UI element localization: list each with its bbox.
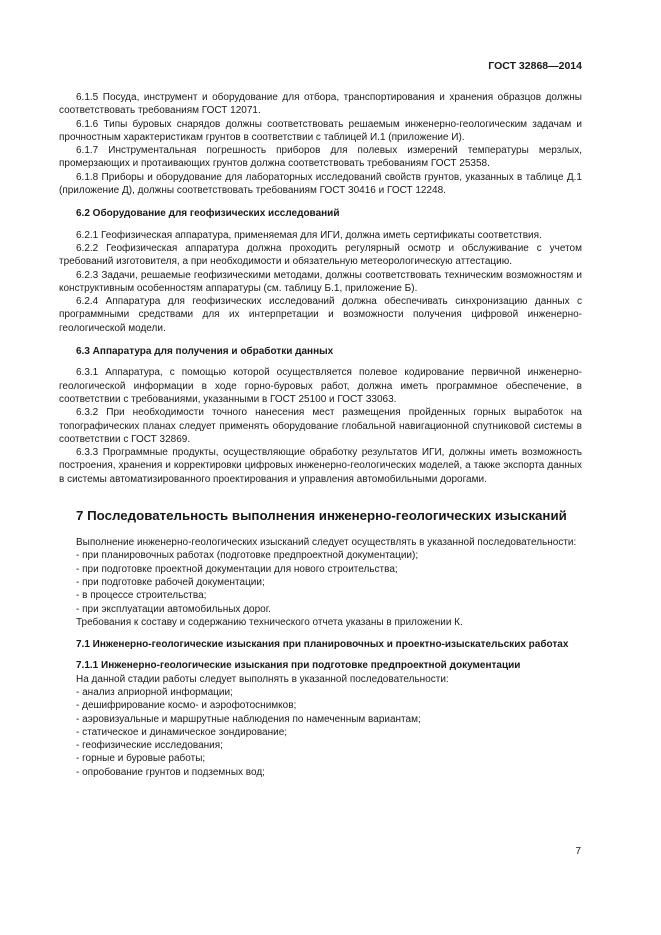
paragraph-6-1-7: 6.1.7 Инструментальная погрешность приборов для полевых измерений температуры мерзлых, промерзающих и протаивающих грунтов должна соответствовать требованиям ГОСТ 25358.: [59, 145, 582, 170]
paragraph-6-2-1: 6.2.1 Геофизическая аппаратура, применяемая для ИГИ, должна иметь сертификаты соответствия.: [76, 229, 542, 241]
paragraph-6-3-2: 6.3.2 При необходимости точного нанесения мест размещения пройденных горных выработок на топографических планах следует применять оборудование глобальной навигационной спутниковой системы в соответствии с ГОСТ 32869.: [59, 407, 582, 445]
list-item: - статическое и динамическое зондирование;: [76, 726, 288, 738]
paragraph-6-2-3: 6.2.3 Задачи, решаемые геофизическими методами, должны соответствовать техническим возможностям и конструктивным особенностям аппаратуры (см. таблицу Б.1, приложение Б).: [59, 269, 582, 294]
paragraph-6-1-5: 6.1.5 Посуда, инструмент и оборудование для отбора, транспортирования и хранения образцов должны соответствовать требованиям ГОСТ 12071.: [59, 92, 582, 117]
list-item: - аэровизуальные и маршрутные наблюдения по намеченным вариантам;: [76, 713, 421, 725]
page-number: 7: [575, 846, 581, 857]
list-item: - геофизические исследования;: [76, 740, 223, 752]
list-item: - горные и буровые работы;: [76, 753, 206, 765]
list-item: - при планировочных работах (подготовке предпроектной документации);: [76, 550, 419, 562]
list-item: - при подготовке рабочей документации;: [76, 576, 265, 588]
paragraph-6-2-4: 6.2.4 Аппаратура для геофизических исследований должна обеспечивать синхронизацию данных с программными средствами для их интерпретации и возможности получения цифровой инженерно-геологической модели.: [59, 296, 582, 334]
list-item: - анализ априорной информации;: [76, 686, 233, 698]
paragraph-7-1-1: На данной стадии работы следует выполнять в указанной последовательности:: [76, 673, 449, 685]
section-heading-6-2: 6.2 Оборудование для геофизических исследований: [76, 208, 340, 220]
list-item: - дешифрирование космо- и аэрофотоснимков;: [76, 700, 297, 712]
subsection-heading-7-1-1: 7.1.1 Инженерно-геологические изыскания при подготовке предпроектной документации: [76, 660, 521, 672]
paragraph-6-3-1: 6.3.1 Аппаратура, с помощью которой осуществляется полевое кодирование первичной инженерно-геологической информации в ходе горно-буровых работ, должна иметь программное обеспечение, в соответствии с требованиями, указанными в ГОСТ 25100 и ГОСТ 33063.: [59, 367, 582, 405]
standard-header: ГОСТ 32868—2014: [488, 60, 582, 72]
section-heading-6-3: 6.3 Аппаратура для получения и обработки данных: [76, 346, 334, 358]
page-body: [59, 91, 582, 779]
list-item: - при подготовке проектной документации для нового строительства;: [76, 563, 398, 575]
list-item: - при эксплуатации автомобильных дорог.: [76, 603, 271, 615]
list-item: - опробование грунтов и подземных вод;: [76, 766, 265, 778]
paragraph-6-3-3: 6.3.3 Программные продукты, осуществляющие обработку результатов ИГИ, должны иметь возможность построения, хранения и корректировки цифровых инженерно-геологических моделей, а также экспорта данных в системы автоматизированного проектирования и управления автомобильными дорогами.: [59, 447, 582, 485]
list-item: - в процессе строительства;: [76, 590, 207, 602]
paragraph-7-intro: Выполнение инженерно-геологических изысканий следует осуществлять в указанной последовательности:: [76, 537, 577, 549]
paragraph-6-2-2: 6.2.2 Геофизическая аппаратура должна проходить регулярный осмотр и обслуживание с учетом требований изготовителя, а при необходимости и обязательную метеорологическую аттестацию.: [59, 242, 582, 268]
paragraph-6-1-8: 6.1.8 Приборы и оборудование для лабораторных исследований свойств грунтов, указанных в таблице Д.1 (приложение Д), должны соответствовать требованиям ГОСТ 30416 и ГОСТ 12248.: [59, 171, 582, 197]
paragraph-report-requirements: Требования к составу и содержанию технического отчета указаны в приложении К.: [76, 616, 463, 628]
chapter-heading-7: 7 Последовательность выполнения инженерно-геологических изысканий: [76, 508, 567, 524]
work-sequence-list: [59, 686, 582, 779]
paragraph-6-1-6: 6.1.6 Типы буровых снарядов должны соответствовать решаемым инженерно-геологическим задачам и прочностным характеристикам грунтов в соответствии с таблицей И.1 (приложение И).: [59, 118, 582, 143]
stage-list: [59, 549, 582, 615]
section-heading-7-1: 7.1 Инженерно-геологические изыскания при планировочных и проектно-изыскательских работах: [76, 639, 569, 651]
